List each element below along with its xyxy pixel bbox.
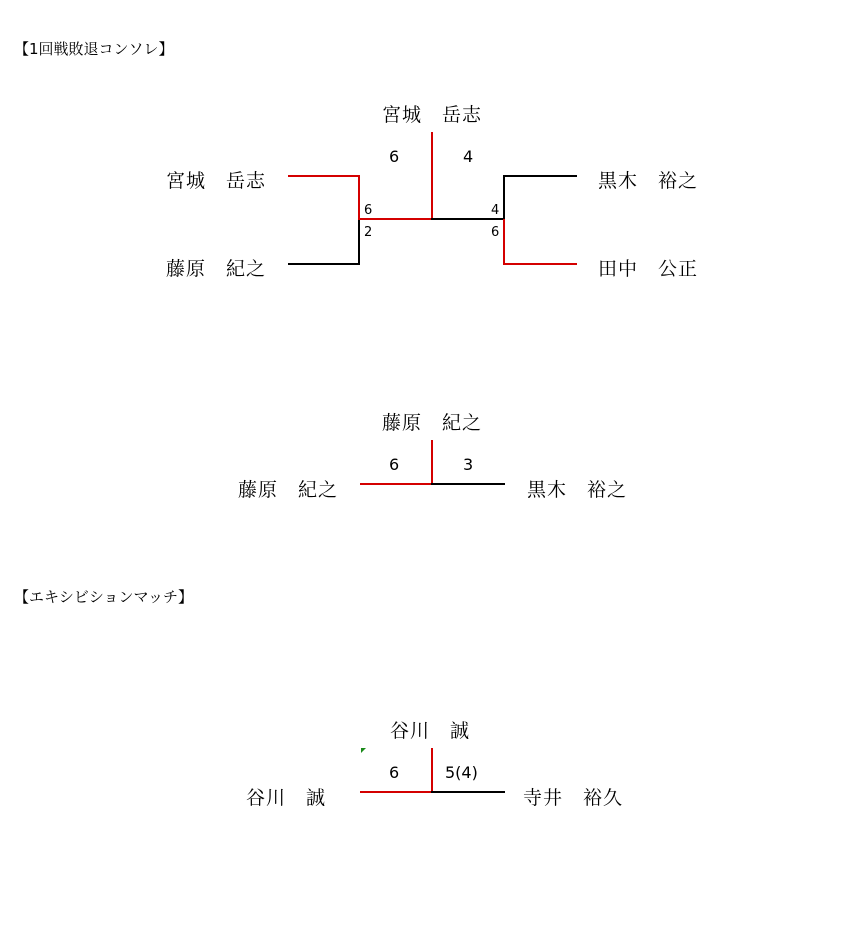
bracket1-final-right-score: 4: [463, 147, 474, 166]
consolation-header: 【1回戦敗退コンソレ】: [14, 40, 174, 58]
bracket3-right-name: 寺井 裕久: [523, 787, 624, 809]
bracket1-left-top-line: [288, 175, 360, 177]
bracket3-right-score: 5(4): [445, 763, 478, 782]
bracket1-semi-right-bottom-score: 6: [491, 225, 500, 240]
bracket1-right-top-connector: [503, 175, 505, 220]
bracket2-champion-line: [431, 440, 433, 485]
bracket3-left-name: 谷川 誠: [246, 787, 327, 809]
bracket1-semi-left-bottom-score: 2: [364, 225, 373, 240]
bracket1-final-left-score: 6: [389, 147, 400, 166]
bracket1-final-left-line: [358, 218, 433, 220]
bracket3-right-line: [431, 791, 505, 793]
bracket1-semi-right-bottom-name: 田中 公正: [598, 258, 699, 280]
bracket1-semi-left-top-score: 6: [364, 203, 373, 218]
bracket1-champion-line: [431, 132, 433, 220]
bracket2-right-line: [431, 483, 505, 485]
bracket2-winner-name: 藤原 紀之: [382, 412, 483, 434]
bracket1-final-right-line: [431, 218, 505, 220]
bracket1-semi-right-top-score: 4: [491, 203, 500, 218]
bracket3-champion-line: [431, 748, 433, 793]
bracket1-semi-left-bottom-name: 藤原 紀之: [166, 258, 267, 280]
exhibition-header: 【エキシビションマッチ】: [14, 588, 193, 606]
bracket2-left-score: 6: [389, 455, 400, 474]
bracket3-left-score: 6: [389, 763, 400, 782]
comment-marker-icon: [361, 748, 366, 753]
bracket2-left-line: [360, 483, 433, 485]
bracket3-winner-name: 谷川 誠: [390, 720, 471, 742]
bracket1-semi-right-top-name: 黒木 裕之: [598, 170, 699, 192]
bracket1-right-bottom-connector: [503, 219, 505, 265]
bracket1-left-bottom-line: [288, 263, 360, 265]
bracket2-left-name: 藤原 紀之: [238, 479, 339, 501]
bracket2-right-name: 黒木 裕之: [527, 479, 628, 501]
bracket2-right-score: 3: [463, 455, 474, 474]
bracket1-semi-left-top-name: 宮城 岳志: [166, 170, 267, 192]
bracket1-left-bottom-connector: [358, 219, 360, 265]
bracket1-left-top-connector: [358, 175, 360, 220]
bracket1-right-top-line: [503, 175, 577, 177]
bracket1-winner-name: 宮城 岳志: [382, 104, 483, 126]
bracket3-left-line: [360, 791, 433, 793]
bracket1-right-bottom-line: [503, 263, 577, 265]
